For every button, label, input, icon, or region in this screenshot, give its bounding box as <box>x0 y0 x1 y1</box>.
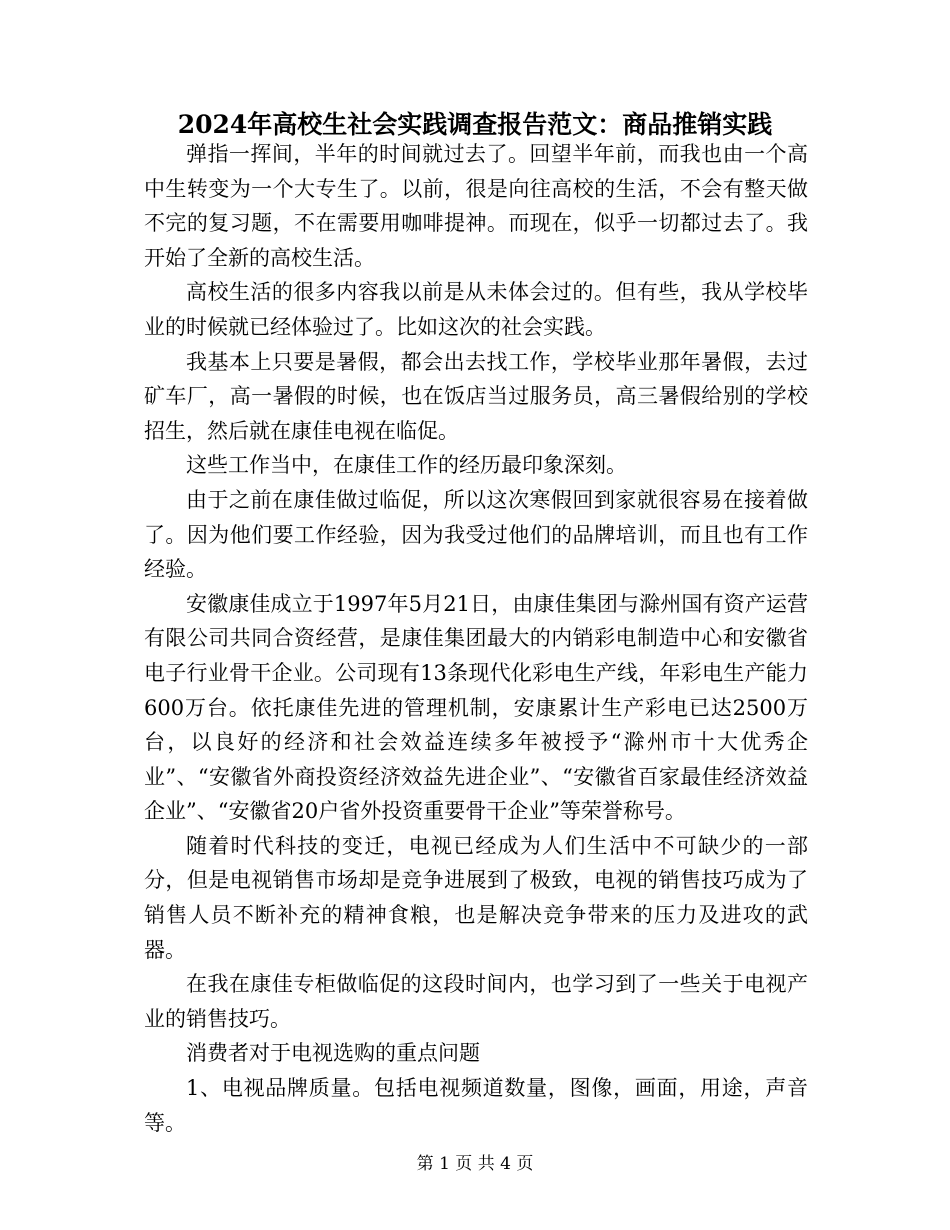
list-item: 1、电视品牌质量。包括电视频道数量，图像，画面，用途，声音等。 <box>144 1076 808 1135</box>
document-body <box>144 137 808 1140</box>
paragraph: 这些工作当中，在康佳工作的经历最印象深刻。 <box>186 453 627 478</box>
section-heading: 消费者对于电视选购的重点问题 <box>186 1041 480 1066</box>
paragraph: 高校生活的很多内容我以前是从未体会过的。但有些，我从学校毕业的时候就已经体验过了。比如这次的社会实践。 <box>144 280 808 339</box>
paragraph: 弹指一挥间，半年的时间就过去了。回望半年前，而我也由一个高中生转变为一个大专生了。以前，很是向往高校的生活，不会有整天做不完的复习题，不在需要用咖啡提神。而现在，似乎一切都过去了。我开始了全新的高校生活。 <box>144 142 808 270</box>
paragraph: 在我在康佳专柜做临促的这段时间内，也学习到了一些关于电视产业的销售技巧。 <box>144 972 808 1031</box>
paragraph: 我基本上只要是暑假，都会出去找工作，学校毕业那年暑假，去过矿车厂，高一暑假的时候，也在饭店当过服务员，高三暑假给别的学校招生，然后就在康佳电视在临促。 <box>144 349 808 443</box>
paragraph: 安徽康佳成立于1997年5月21日，由康佳集团与滁州国有资产运营有限公司共同合资经营，是康佳集团最大的内销彩电制造中心和安徽省电子行业骨干企业。公司现有13条现代化彩电生产线，年彩电生产能力600万台。依托康佳先进的管理机制，安康累计生产彩电已达2500万台，以良好的经济和社会效益连续多年被授予“滁州市十大优秀企业”、“安徽省外商投资经济效益先进企业”、“安徽省百家最佳经济效益企业”、“安徽省20户省外投资重要骨干企业”等荣誉称号。 <box>144 591 808 824</box>
paragraph: 由于之前在康佳做过临促，所以这次寒假回到家就很容易在接着做了。因为他们要工作经验，因为我受过他们的品牌培训，而且也有工作经验。 <box>144 487 808 582</box>
paragraph: 随着时代科技的变迁，电视已经成为人们生活中不可缺少的一部分，但是电视销售市场却是竞争进展到了极致，电视的销售技巧成为了销售人员不断补充的精神食粮，也是解决竞争带来的压力及进攻的武器。 <box>144 833 808 962</box>
document-title: 2024年高校生社会实践调查报告范文：商品推销实践 <box>177 110 773 139</box>
page-number-footer: 第 1 页 共 4 页 <box>416 1154 534 1174</box>
